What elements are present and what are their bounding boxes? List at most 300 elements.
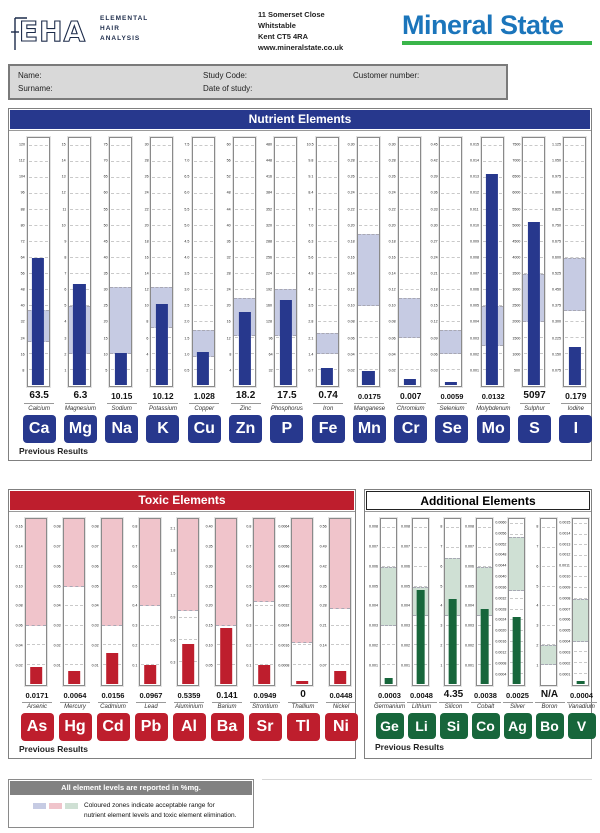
axis-tick-label: 0.008 xyxy=(400,525,410,530)
axis-tick-label: 384 xyxy=(266,191,273,196)
axis-tick-label: 0.300 xyxy=(552,320,562,325)
gridline xyxy=(574,523,587,524)
gridline xyxy=(441,225,460,226)
axis-tick-label: 5.6 xyxy=(308,256,314,260)
axis-tick-label: 4 xyxy=(63,320,66,325)
element-symbol: Cr xyxy=(394,415,427,443)
axis-tick-label: 0.06 xyxy=(91,565,99,569)
bar-plot xyxy=(12,137,52,387)
axis-tick-label: 0.0015 xyxy=(558,521,570,525)
element-name: Cobalt xyxy=(476,704,495,710)
gridline xyxy=(29,177,48,178)
gridline xyxy=(565,161,584,162)
gridline xyxy=(255,605,273,606)
axis-tick-label: 72 xyxy=(20,240,25,244)
gridline xyxy=(194,241,213,242)
website-link[interactable]: www.mineralstate.co.uk xyxy=(258,42,344,52)
gridline xyxy=(194,177,213,178)
element-name: Strontium xyxy=(252,704,278,710)
axis-tick-label: 0.04 xyxy=(347,352,355,357)
gridline xyxy=(510,598,523,599)
element-readout xyxy=(439,390,464,443)
value-underline xyxy=(520,403,550,404)
axis-tick-label: 0.0020 xyxy=(494,629,506,634)
element-column-Na xyxy=(94,137,134,443)
element-column-Cd xyxy=(87,518,125,742)
axis-tick-label: 7 xyxy=(535,545,538,549)
gridline xyxy=(111,225,130,226)
bar-track xyxy=(316,137,339,387)
element-readout xyxy=(27,390,52,443)
value-underline xyxy=(288,702,318,703)
element-name: Nickel xyxy=(332,704,350,710)
axis-tick-label: 5 xyxy=(105,369,108,373)
gridline xyxy=(359,337,378,338)
axis-tick-label: 0.0012 xyxy=(558,553,570,558)
acceptable-zone xyxy=(64,519,84,587)
axis-tick-label: 7.7 xyxy=(308,207,314,212)
element-symbol: Cd xyxy=(97,713,130,741)
axis-tick-label: 0.0011 xyxy=(559,564,570,569)
axis-tick-label: 0.28 xyxy=(389,159,397,164)
axis-ticks xyxy=(342,137,357,387)
axis-tick-label: 0.600 xyxy=(552,256,562,260)
axis-tick-label: 2.5 xyxy=(184,304,190,309)
axis-tick-label: 0.015 xyxy=(469,143,479,147)
level-bar xyxy=(527,222,539,385)
element-column-Ag xyxy=(495,518,527,740)
element-readout xyxy=(175,689,204,742)
axis-tick-label: 1 xyxy=(439,663,442,668)
value-underline xyxy=(313,403,343,404)
gridline xyxy=(152,225,171,226)
bar-track xyxy=(481,137,504,387)
axis-tick-label: 7500 xyxy=(512,143,521,147)
gridline xyxy=(318,241,337,242)
logo-line: ANALYSIS xyxy=(100,34,141,42)
axis-tick-label: 0.0004 xyxy=(494,672,506,677)
axis-tick-label: 45 xyxy=(103,240,108,244)
acceptable-zone xyxy=(178,519,198,611)
level-bar xyxy=(182,644,194,684)
axis-tick-label: 0.006 xyxy=(368,565,378,569)
axis-tick-label: 0.001 xyxy=(469,369,479,373)
gridline xyxy=(574,544,587,545)
axis-ticks xyxy=(559,518,572,686)
element-value: 0.0025 xyxy=(506,690,529,700)
axis-tick-label: 8 xyxy=(146,320,149,325)
axis-tick-label: 0.375 xyxy=(552,304,562,309)
gridline xyxy=(29,209,48,210)
axis-tick-label: 416 xyxy=(266,175,273,180)
bar-track xyxy=(329,518,351,686)
axis-tick-label: 0.6 xyxy=(131,565,137,569)
axis-tick-label: 8 xyxy=(229,352,232,357)
axis-tick-label: 0.003 xyxy=(368,624,378,629)
axis-tick-label: 3 xyxy=(535,624,538,629)
gridline xyxy=(152,145,171,146)
legend-line: nutrient element levels and toxic element elimination. xyxy=(84,811,237,819)
bar-track xyxy=(380,518,397,686)
element-name: Iodine xyxy=(567,405,584,412)
axis-tick-label: 12 xyxy=(144,288,149,293)
axis-tick-label: 6 xyxy=(63,288,66,293)
gridline xyxy=(483,161,502,162)
element-name: Potassium xyxy=(148,405,177,412)
axis-tick-label: 0.008 xyxy=(469,256,479,260)
axis-ticks xyxy=(135,137,150,387)
gridline xyxy=(359,161,378,162)
axis-tick-label: 0.008 xyxy=(368,525,378,530)
axis-tick-label: 10 xyxy=(144,304,149,309)
axis-tick-label: 3.5 xyxy=(184,272,190,276)
acceptable-zone xyxy=(440,330,461,354)
level-bar xyxy=(296,681,308,683)
axis-tick-label: 0.15 xyxy=(205,624,213,629)
gridline xyxy=(235,241,254,242)
level-bar xyxy=(362,371,374,385)
axis-ticks xyxy=(177,137,192,387)
gridline xyxy=(574,651,587,652)
axis-tick-label: 88 xyxy=(20,207,25,212)
axis-tick-label: 30 xyxy=(103,288,108,293)
axis-tick-label: 0.16 xyxy=(389,256,397,260)
element-column-Li xyxy=(399,518,431,740)
element-column-Al xyxy=(163,518,204,742)
axis-ticks xyxy=(495,518,508,686)
element-readout xyxy=(150,390,175,443)
address-line: Kent CT5 4RA xyxy=(258,31,309,41)
element-column-Cu xyxy=(177,137,217,443)
axis-tick-label: 0.075 xyxy=(552,369,562,373)
element-readout xyxy=(568,689,595,740)
axis-tick-label: 320 xyxy=(266,223,273,228)
axis-tick-label: 32 xyxy=(20,320,25,325)
axis-tick-label: 4 xyxy=(535,604,538,609)
gridline xyxy=(235,257,254,258)
axis-tick-label: 3.0 xyxy=(184,288,190,293)
axis-tick-label: 40 xyxy=(103,256,108,260)
axis-tick-label: 0.08 xyxy=(91,525,99,530)
element-name: Mercury xyxy=(64,704,86,710)
gridline xyxy=(70,193,89,194)
gridline xyxy=(331,644,349,645)
gridline xyxy=(235,161,254,162)
gridline xyxy=(400,289,419,290)
gridline xyxy=(414,566,427,567)
gridline xyxy=(27,664,45,665)
gridline xyxy=(235,193,254,194)
gridline xyxy=(65,625,83,626)
axis-tick-label: 2.1 xyxy=(169,526,175,531)
axis-tick-label: 104 xyxy=(18,175,25,180)
axis-tick-label: 6 xyxy=(146,336,149,341)
gridline xyxy=(70,161,89,162)
element-symbol: Zn xyxy=(229,415,262,443)
axis-tick-label: 3 xyxy=(63,336,66,341)
axis-tick-label: 18 xyxy=(144,240,149,244)
axis-tick-label: 0.30 xyxy=(347,143,355,147)
axis-tick-label: 0.975 xyxy=(552,175,562,180)
element-name: Lead xyxy=(144,704,158,710)
axis-tick-label: 0.004 xyxy=(368,604,378,609)
additional-elements-section xyxy=(364,489,595,760)
gridline xyxy=(565,145,584,146)
gridline xyxy=(70,257,89,258)
axis-tick-label: 0.0014 xyxy=(558,531,570,536)
axis-tick-label: 7 xyxy=(439,545,442,549)
acceptable-zone xyxy=(541,645,556,665)
axis-tick-label: 0.7 xyxy=(131,545,137,549)
footer-row xyxy=(8,779,592,828)
element-column-Co xyxy=(463,518,495,740)
gridline xyxy=(359,193,378,194)
gridline xyxy=(331,664,349,665)
gridline xyxy=(194,145,213,146)
gridline xyxy=(70,177,89,178)
element-readout xyxy=(101,689,125,742)
element-column-Ge xyxy=(367,518,406,740)
gridline xyxy=(179,639,197,640)
axis-tick-label: 0.7 xyxy=(308,369,314,373)
additional-chart-row xyxy=(367,518,595,740)
logo-text xyxy=(100,8,148,43)
gridline xyxy=(441,305,460,306)
study-code-label: Study Code: xyxy=(203,71,248,80)
bar-track xyxy=(253,518,275,686)
axis-tick-label: 0.0048 xyxy=(277,565,289,569)
bottom-sections xyxy=(8,489,595,760)
element-symbol: Co xyxy=(472,713,500,739)
axis-tick-label: 0.003 xyxy=(469,336,479,341)
element-value: 18.2 xyxy=(235,390,256,401)
acceptable-zone xyxy=(292,519,312,644)
axis-tick-label: 8.4 xyxy=(308,191,314,196)
bar-track xyxy=(27,137,50,387)
bar-plot xyxy=(177,137,217,387)
axis-tick-label: 0.0060 xyxy=(494,521,506,525)
gridline xyxy=(103,644,121,645)
gridline xyxy=(400,257,419,258)
gridline xyxy=(194,161,213,162)
axis-tick-label: 0.0056 xyxy=(494,531,506,536)
axis-tick-label: 0.0009 xyxy=(558,586,570,590)
axis-tick-label: 3000 xyxy=(512,288,521,293)
gridline xyxy=(483,145,502,146)
axis-tick-label: 4.5 xyxy=(184,240,190,244)
axis-tick-label: 0.006 xyxy=(400,565,410,569)
axis-tick-label: 6 xyxy=(535,565,538,569)
axis-ticks xyxy=(218,137,233,387)
axis-tick-label: 1.0 xyxy=(184,352,190,357)
gridline xyxy=(111,145,130,146)
element-name: Calcium xyxy=(28,405,50,412)
element-value: 0.0003 xyxy=(378,690,401,700)
gridline xyxy=(29,161,48,162)
level-bar xyxy=(512,617,521,684)
axis-tick-label: 0.002 xyxy=(469,352,479,357)
axis-tick-label: 0.002 xyxy=(464,644,474,648)
gridline xyxy=(27,644,45,645)
axis-tick-label: 0.10 xyxy=(347,304,355,309)
axis-tick-label: 0.10 xyxy=(15,584,23,589)
element-value: 0.0156 xyxy=(101,690,125,700)
element-value: 0.0949 xyxy=(253,690,277,700)
gridline xyxy=(441,257,460,258)
axis-tick-label: 0.06 xyxy=(430,352,438,357)
axis-ticks xyxy=(94,137,109,387)
axis-tick-label: 0.006 xyxy=(469,288,479,293)
value-underline xyxy=(272,403,302,404)
element-column-As xyxy=(11,518,49,742)
element-name: Cadmium xyxy=(100,704,126,710)
element-name: Germanium xyxy=(373,704,406,710)
acceptable-zone xyxy=(254,519,274,603)
gridline xyxy=(111,257,130,258)
toxic-elements-section xyxy=(8,489,356,760)
bar-plot xyxy=(53,137,93,387)
bar-track xyxy=(139,518,161,686)
nutrient-chart-row xyxy=(11,137,589,443)
bar-plot xyxy=(87,518,125,686)
gridline xyxy=(235,209,254,210)
gridline xyxy=(400,193,419,194)
element-name: Phosphorus xyxy=(270,405,303,412)
element-readout xyxy=(563,390,588,443)
element-value: 10.15 xyxy=(111,391,133,401)
gridline xyxy=(194,321,213,322)
gridline xyxy=(152,273,171,274)
axis-tick-label: 2 xyxy=(535,644,538,648)
axis-tick-label: 0.450 xyxy=(552,288,562,293)
legend-text xyxy=(84,801,236,821)
axis-tick-label: 5.5 xyxy=(184,207,190,212)
axis-tick-label: 0.009 xyxy=(469,240,479,244)
axis-tick-label: 48 xyxy=(20,288,25,293)
gridline xyxy=(574,662,587,663)
level-bar xyxy=(258,665,270,684)
element-name: Silicon xyxy=(444,704,463,710)
axis-tick-label: 7000 xyxy=(512,159,521,164)
axis-tick-label: 75 xyxy=(103,143,108,147)
surname-label: Surname: xyxy=(18,84,53,93)
bar-plot xyxy=(466,137,506,387)
gridline xyxy=(359,353,378,354)
level-bar xyxy=(404,379,416,385)
gridline xyxy=(194,273,213,274)
axis-tick-label: 0.0008 xyxy=(277,663,289,668)
axis-tick-label: 8 xyxy=(535,525,538,530)
gridline xyxy=(111,177,130,178)
axis-tick-label: 8 xyxy=(439,525,442,530)
gridline xyxy=(29,193,48,194)
axis-ticks xyxy=(163,518,177,686)
axis-tick-label: 28 xyxy=(227,272,232,276)
gridline xyxy=(141,644,159,645)
bar-track xyxy=(215,518,237,686)
axis-ticks xyxy=(367,518,380,686)
axis-ticks xyxy=(463,518,476,686)
bar-track xyxy=(444,518,461,686)
axis-tick-label: 352 xyxy=(266,207,273,212)
axis-tick-label: 7 xyxy=(63,272,66,276)
acceptable-zone xyxy=(573,599,588,642)
element-symbol: Li xyxy=(408,713,436,739)
value-underline xyxy=(174,702,204,703)
axis-tick-label: 6 xyxy=(439,565,442,569)
axis-tick-label: 0.07 xyxy=(319,663,327,668)
element-name: Thallium xyxy=(291,704,315,710)
element-column-Mg xyxy=(53,137,96,443)
axis-tick-label: 0.005 xyxy=(464,584,474,589)
gridline xyxy=(574,566,587,567)
axis-tick-label: 15 xyxy=(61,143,66,147)
bar-track xyxy=(412,518,429,686)
gridline xyxy=(293,664,311,665)
element-readout xyxy=(25,689,49,742)
axis-tick-label: 1000 xyxy=(512,352,521,357)
acceptable-zone xyxy=(110,287,131,354)
axis-tick-label: 0.0040 xyxy=(277,584,289,589)
gridline xyxy=(235,289,254,290)
gridline xyxy=(441,193,460,194)
axis-tick-label: 448 xyxy=(266,159,273,164)
gridline xyxy=(382,547,395,548)
axis-tick-label: 96 xyxy=(268,336,273,341)
bar-plot xyxy=(301,137,341,387)
axis-tick-label: 25 xyxy=(103,304,108,309)
axis-tick-label: 10.5 xyxy=(306,143,314,147)
bar-plot xyxy=(559,518,591,686)
axis-tick-label: 35 xyxy=(103,272,108,276)
gridline xyxy=(235,273,254,274)
axis-tick-label: 24 xyxy=(20,336,25,341)
element-column-Hg xyxy=(49,518,87,742)
axis-tick-label: 1 xyxy=(63,369,66,373)
axis-tick-label: 7.0 xyxy=(184,159,190,164)
element-column-Tl xyxy=(277,518,315,742)
axis-tick-label: 0.012 xyxy=(469,191,479,196)
axis-tick-label: 0.0001 xyxy=(558,672,570,677)
axis-tick-label: 9.1 xyxy=(308,175,314,180)
axis-tick-label: 0.42 xyxy=(430,159,438,164)
element-readout xyxy=(476,390,511,443)
axis-tick-label: 0.12 xyxy=(15,565,23,569)
axis-tick-label: 0.005 xyxy=(368,584,378,589)
element-symbol: K xyxy=(146,415,179,443)
value-underline xyxy=(148,403,178,404)
level-bar xyxy=(280,300,292,385)
previous-results-label: Previous Results xyxy=(19,445,88,456)
axis-tick-label: 0.6 xyxy=(169,638,175,643)
axis-tick-label: 36 xyxy=(227,240,232,244)
bar-plot xyxy=(135,137,175,387)
axis-tick-label: 80 xyxy=(20,223,25,228)
gridline xyxy=(400,369,419,370)
element-symbol: V xyxy=(568,713,596,739)
axis-tick-label: 15 xyxy=(103,336,108,341)
element-name: Barium xyxy=(217,704,237,710)
axis-tick-label: 0.0010 xyxy=(558,575,570,579)
axis-tick-label: 4500 xyxy=(512,240,521,244)
logo-line: ELEMENTAL xyxy=(100,15,149,22)
element-readout xyxy=(291,689,315,742)
element-symbol: Hg xyxy=(59,713,92,741)
gridline xyxy=(29,241,48,242)
gridline xyxy=(441,145,460,146)
gridline xyxy=(441,161,460,162)
axis-tick-label: 0.02 xyxy=(53,644,61,648)
